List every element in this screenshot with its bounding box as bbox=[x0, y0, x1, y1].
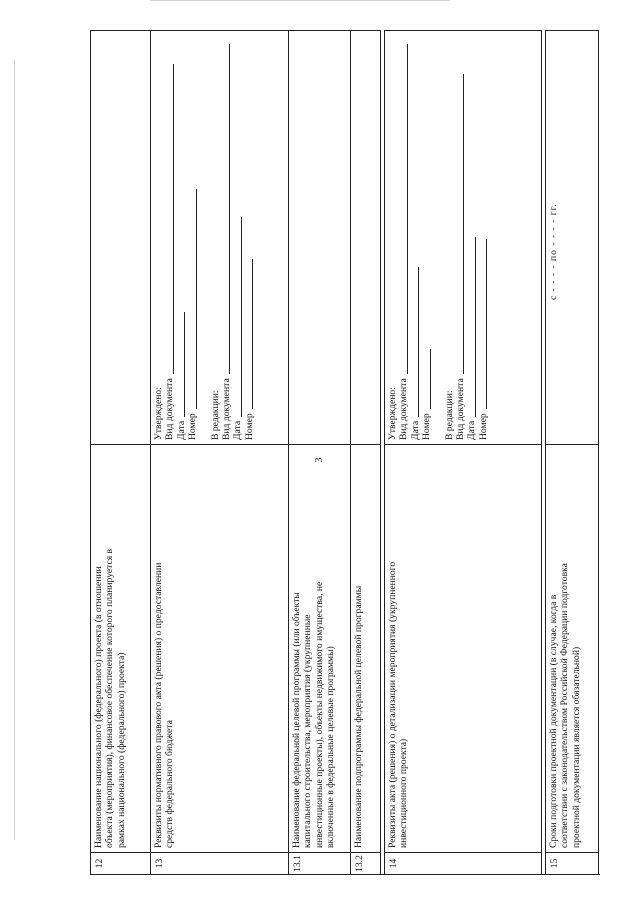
revision-doc-type-field[interactable] bbox=[221, 35, 232, 440]
date-label: Дата bbox=[175, 420, 187, 440]
row-name-line: Наименование федеральной целевой программы (или объекты bbox=[291, 592, 302, 848]
date-label: Дата bbox=[409, 420, 421, 440]
revision-label: В редакции: bbox=[443, 390, 455, 440]
row-name-line: средств федерального бюджета bbox=[164, 720, 176, 848]
row-value-cell bbox=[546, 30, 598, 444]
fill-line bbox=[173, 64, 174, 374]
row-name-cell bbox=[385, 444, 541, 852]
row-name-line: проектной документации является обязательной) bbox=[570, 646, 582, 848]
row-name-line: инвестиционного проекта) bbox=[398, 738, 410, 848]
row-name-line: объекта (мероприятия), финансовое обеспечение которого планируется в bbox=[104, 548, 116, 848]
number-field[interactable] bbox=[421, 35, 432, 440]
fill-line bbox=[430, 349, 431, 409]
document-table bbox=[90, 30, 600, 875]
approved-label: Утверждено: bbox=[387, 387, 398, 440]
doc-type-field[interactable] bbox=[164, 35, 175, 440]
row-name-line: Наименование национального (федерального) проекта (в отношении bbox=[93, 566, 104, 848]
fill-line bbox=[241, 217, 242, 417]
row-name-line: капитального строительства, мероприятия (укрупненные bbox=[302, 614, 314, 848]
date-label: Дата bbox=[466, 420, 478, 440]
approved-label: Утверждено: bbox=[153, 387, 164, 440]
row-name-line: Реквизиты нормативного правового акта (решения) о предоставлении bbox=[153, 562, 164, 848]
number-label: Номер bbox=[421, 413, 433, 440]
table-row-15 bbox=[545, 30, 599, 874]
row-number: 12 bbox=[91, 852, 150, 874]
revision-date-field[interactable] bbox=[466, 35, 477, 440]
revision-number-field[interactable] bbox=[244, 35, 255, 440]
doc-type-label: Вид документа bbox=[398, 378, 410, 440]
scan-line-top bbox=[150, 0, 450, 1]
revision-doc-type-field[interactable] bbox=[455, 35, 466, 440]
row-name-cell bbox=[151, 444, 288, 852]
scan-line-left bbox=[14, 60, 15, 840]
row-name-line: инвестиционные проекты), объекты недвижимого имущества, не bbox=[313, 581, 325, 848]
row-name-line: Реквизиты акта (решения) о детализации мероприятия (укрупненного bbox=[387, 561, 398, 848]
design-period-dates[interactable]: с - - - - по - - - - гг. bbox=[548, 203, 559, 300]
row-name-line: Наименование подпрограммы федеральной целевой программы bbox=[353, 585, 364, 848]
row-value-cell bbox=[91, 30, 150, 444]
row-name-cell bbox=[91, 444, 150, 852]
row-number: 13.1 bbox=[289, 852, 350, 874]
table-row-12 bbox=[91, 30, 151, 874]
table-row-13 bbox=[151, 30, 289, 874]
date-label: Дата bbox=[232, 420, 244, 440]
row-name-cell bbox=[546, 444, 598, 852]
row-number: 13.2 bbox=[351, 852, 380, 874]
fill-line bbox=[486, 239, 487, 409]
table-row-14 bbox=[384, 30, 542, 874]
fill-line bbox=[463, 74, 464, 374]
fill-line bbox=[184, 312, 185, 417]
fill-line bbox=[418, 267, 419, 417]
fill-line bbox=[196, 189, 197, 409]
doc-type-label: Вид документа bbox=[221, 378, 233, 440]
number-label: Номер bbox=[243, 413, 255, 440]
row-name-line: Сроки подготовки проектной документации (в случае, когда в bbox=[548, 594, 559, 848]
fill-line bbox=[229, 44, 230, 374]
date-field[interactable] bbox=[410, 35, 421, 440]
number-label: Номер bbox=[187, 413, 199, 440]
row-value-cell bbox=[151, 30, 288, 444]
fill-line bbox=[475, 237, 476, 417]
revision-date-field[interactable] bbox=[232, 35, 243, 440]
revision-number-field[interactable] bbox=[478, 35, 489, 440]
table-row-13-1 bbox=[289, 30, 351, 874]
row-number: 13 bbox=[151, 852, 288, 874]
revision-label: В редакции: bbox=[209, 390, 221, 440]
row-name-line: включенные в федеральные целевые программы) bbox=[325, 646, 337, 848]
row-name-line: соответствии с законодательством Российской Федерации подготовка bbox=[559, 563, 571, 848]
doc-type-label: Вид документа bbox=[455, 378, 467, 440]
table-row-13-2 bbox=[351, 30, 381, 874]
row-name-cell bbox=[351, 444, 380, 852]
row-number: 15 bbox=[546, 852, 598, 874]
row-number: 14 bbox=[385, 852, 541, 874]
page-number: 3 bbox=[314, 457, 325, 463]
row-value-cell bbox=[385, 30, 541, 444]
row-name-cell bbox=[289, 444, 350, 852]
date-field[interactable] bbox=[176, 35, 187, 440]
doc-type-field[interactable] bbox=[398, 35, 409, 440]
number-label: Номер bbox=[477, 413, 489, 440]
fill-line bbox=[407, 44, 408, 374]
row-value-cell bbox=[351, 30, 380, 444]
doc-type-label: Вид документа bbox=[164, 378, 176, 440]
fill-line bbox=[252, 259, 253, 409]
row-value-cell bbox=[289, 30, 350, 444]
row-name-line: рамках национального (федерального) проекта) bbox=[115, 652, 127, 848]
number-field[interactable] bbox=[187, 35, 198, 440]
